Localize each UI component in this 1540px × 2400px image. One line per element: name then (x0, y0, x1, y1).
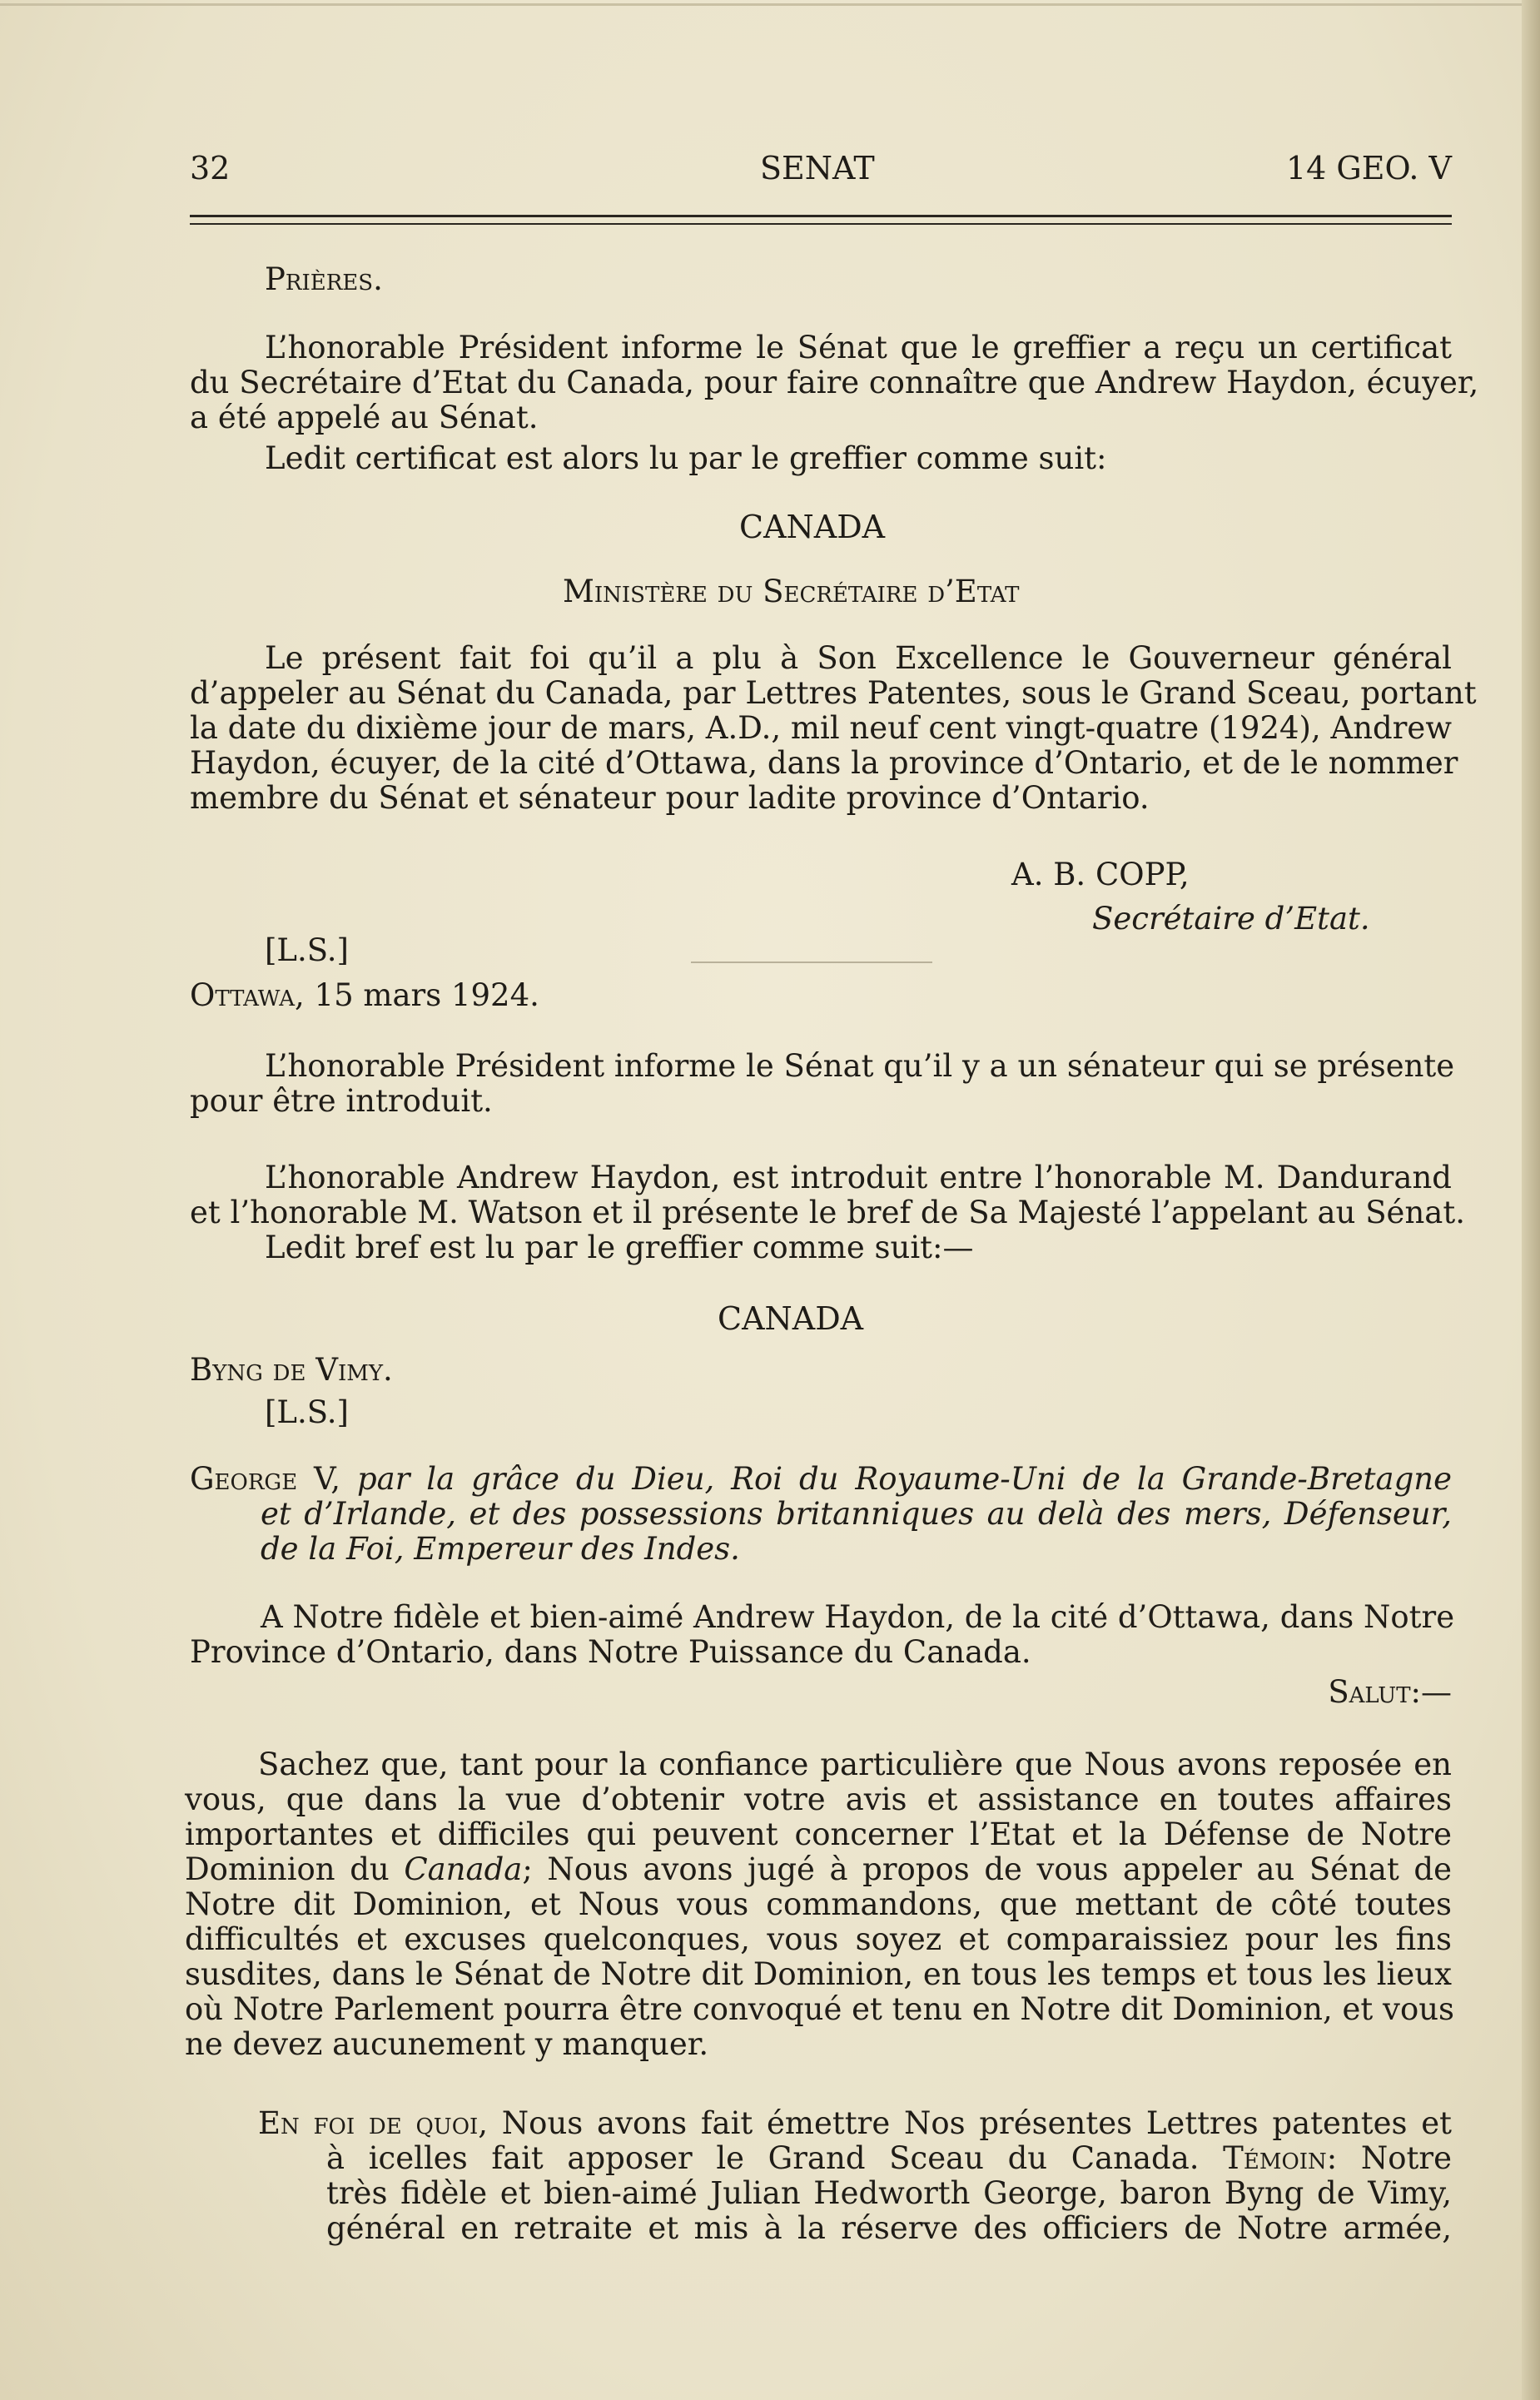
en-foi-label: En foi de quoi, (258, 2105, 489, 2141)
text-line: L’honorable Président informe le Sénat que le greffier a reçu un certificat (265, 330, 1452, 365)
page-header (190, 150, 1452, 191)
text-line: L’honorable Andrew Haydon, est introduit entre l’honorable M. Dandurand (265, 1160, 1452, 1195)
salut: Salut:— (1328, 1674, 1452, 1710)
paragraph-george-v (190, 1462, 1452, 1567)
seal-ls-2: [L.S.] (265, 1394, 349, 1430)
text-line: très fidèle et bien-aimé Julian Hedworth George, baron Byng de Vimy, (326, 2175, 1452, 2211)
text-line: et d’Irlande, et des possessions britanniques au delà des mers, Défenseur, (261, 1496, 1452, 1532)
header-rule-top (190, 215, 1452, 217)
text-line: Le présent fait foi qu’il a plu à Son Excellence le Gouverneur général (265, 640, 1452, 676)
paragraph-present-fait-foi (190, 640, 1477, 816)
top-edge-line (0, 3, 1540, 6)
date-value: 15 mars 1924. (314, 977, 539, 1013)
signature-name: A. B. COPP, (1011, 857, 1190, 892)
text-line: Haydon, écuyer, de la cité d’Ottawa, dans la province d’Ontario, et de le nommer (190, 745, 1458, 781)
paragraph-notre-fidele (190, 1599, 1455, 1670)
place-date (190, 978, 539, 1013)
page-edge-shadow (1522, 0, 1540, 2400)
byng-de-vimy: Byng de Vimy. (190, 1352, 393, 1388)
paragraph-en-foi-de-quoi (258, 2106, 1452, 2246)
text-line: importantes et difficiles qui peuvent concerner l’Etat et la Défense de Notre (185, 1816, 1452, 1852)
header-title: SENAT (760, 150, 875, 186)
text-line: a été appelé au Sénat. (190, 400, 539, 435)
text-line: L’honorable Président informe le Sénat qu’il y a un sénateur qui se présente (265, 1048, 1455, 1084)
text-line: susdites, dans le Sénat de Notre dit Dominion, en tous les temps et tous les lieux (185, 1956, 1452, 1992)
george-v: V, (297, 1461, 341, 1497)
george-label: George (190, 1461, 298, 1497)
text-line: Province d’Ontario, dans Notre Puissance du Canada. (190, 1634, 1031, 1670)
header-rule-bottom (190, 223, 1452, 225)
en-foi-text: Nous avons fait émettre Nos présentes Lettres patentes et (488, 2105, 1452, 2141)
paragraph-ledit-certificat: Ledit certificat est alors lu par le greffier comme suit: (265, 440, 1107, 476)
text-line: ne devez aucunement y manquer. (185, 2026, 709, 2062)
text-line: Notre dit Dominion, et Nous vous commandons, que mettant de côté toutes (185, 1886, 1452, 1922)
text-line: difficultés et excuses quelconques, vous soyez et comparaissiez pour les fins (185, 1921, 1452, 1957)
heading-canada-2: CANADA (718, 1300, 864, 1337)
text-line (190, 1462, 1452, 1497)
heading-canada: CANADA (739, 509, 886, 545)
dominion-rest: ; Nous avons jugé à propos de vous appeler au Sénat de (522, 1851, 1452, 1887)
text-line: membre du Sénat et sénateur pour ladite province d’Ontario. (190, 780, 1150, 816)
text-line: où Notre Parlement pourra être convoqué et tenu en Notre dit Dominion, et vous (185, 1991, 1455, 2027)
text-line (258, 2106, 1452, 2141)
header-session: 14 GEO. V (1285, 150, 1452, 186)
paragraph-haydon-introduit (190, 1160, 1465, 1230)
section-prieres: Prières. (265, 261, 383, 297)
george-line-1: par la grâce du Dieu, Roi du Royaume-Uni de la Grande-Bretagne (356, 1461, 1453, 1497)
paragraph-ledit-bref: Ledit bref est lu par le greffier comme suit:— (265, 1230, 974, 1265)
text-line: du Secrétaire d’Etat du Canada, pour faire connaître que Andrew Haydon, écuyer, (190, 365, 1479, 400)
place-ottawa: Ottawa, (190, 977, 305, 1013)
text-line: pour être introduit. (190, 1083, 493, 1119)
paragraph-senateur-introduit (190, 1048, 1455, 1119)
text-line: de la Foi, Empereur des Indes. (261, 1531, 740, 1567)
heading-ministere: Ministère du Secrétaire d’Etat (563, 574, 1020, 609)
text-line: d’appeler au Sénat du Canada, par Lettres Patentes, sous le Grand Sceau, portant (190, 675, 1477, 711)
text-line: Sachez que, tant pour la confiance particulière que Nous avons reposée en (258, 1747, 1452, 1782)
page-number: 32 (190, 150, 231, 186)
paragraph-sachez-que (185, 1747, 1455, 2062)
text-line (185, 1852, 1452, 1887)
text-line: général en retraite et mis à la réserve des officiers de Notre armée, (326, 2210, 1452, 2246)
canada-italic: Canada (404, 1851, 523, 1887)
text-line: A Notre fidèle et bien-aimé Andrew Haydon, de la cité d’Ottawa, dans Notre (261, 1599, 1455, 1635)
temoin-label: Témoin (1223, 2140, 1327, 2176)
signature-role: Secrétaire d’Etat. (1092, 901, 1370, 937)
seal-ls: [L.S.] (265, 932, 349, 968)
signature-line (691, 961, 932, 963)
text-line: la date du dixième jour de mars, A.D., mil neuf cent vingt-quatre (1924), Andrew (190, 710, 1452, 746)
text-line: vous, que dans la vue d’obtenir votre avis et assistance en toutes affaires (185, 1781, 1452, 1817)
dominion-text: Dominion du (185, 1851, 405, 1887)
en-foi-line2-end: : Notre (1326, 2140, 1452, 2176)
paragraph-certificat (190, 330, 1479, 435)
text-line (258, 2141, 1452, 2176)
text-line: et l’honorable M. Watson et il présente le bref de Sa Majesté l’appelant au Sénat. (190, 1195, 1465, 1230)
en-foi-line2: à icelles fait apposer le Grand Sceau du Canada. (326, 2140, 1224, 2176)
